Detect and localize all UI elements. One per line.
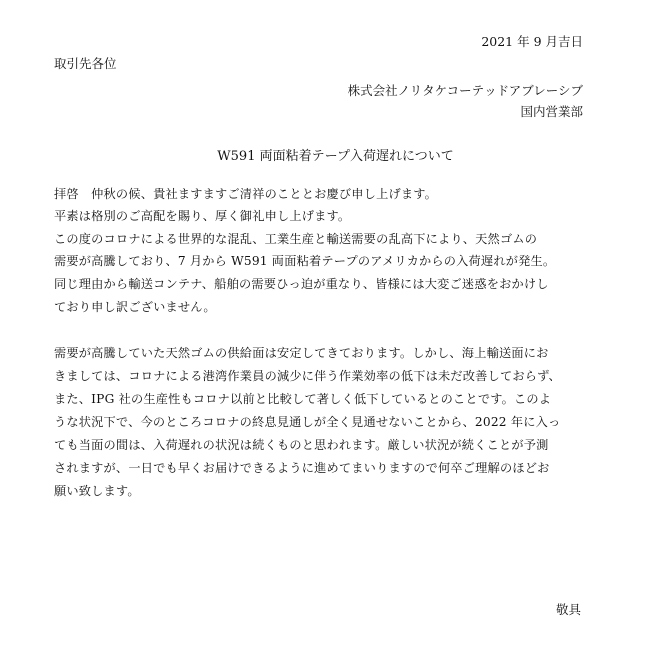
letter-title: W591 両面粘着テープ入荷遅れについて (217, 149, 454, 164)
body-line: されますが、一日でも早くお届けできるように進めてまいりますので何卒ご理解のほどお (54, 461, 550, 475)
body-line: また、IPG 社の生産性もコロナ以前と比較して著しく低下しているとのことです。このよ (54, 392, 552, 406)
body-line: ており申し訳ございません。 (54, 300, 216, 314)
body-line: 同じ理由から輸送コンテナ、船舶の需要ひっ迫が重なり、皆様には大変ご迷惑をおかけし (54, 277, 549, 291)
body-line: 需要が高騰していた天然ゴムの供給面は安定してきております。しかし、海上輸送面にお (54, 346, 549, 360)
closing-remark: 敬具 (555, 602, 581, 617)
body-line: うな状況下で、今のところコロナの終息見通しが全く見通せないことから、2022 年に入っ (54, 415, 561, 429)
letter-date: 2021 年 9 月吉日 (481, 34, 583, 49)
body-line: この度のコロナによる世界的な混乱、工業生産と輸送需要の乱高下により、天然ゴムの (54, 232, 538, 246)
body-line: 平素は格別のご高配を賜り、厚く御礼申し上げます。 (54, 209, 351, 223)
body-line: ても当面の間は、入荷遅れの状況は続くものと思われます。厳しい状況が続くことが予測 (54, 438, 549, 452)
body-line: きましては、コロナによる港湾作業員の減少に伴う作業効率の低下は未だ改善しておらず、 (54, 369, 561, 383)
body-line: 拝啓 仲秋の候、貴社ますますご清祥のこととお慶び申し上げます。 (54, 187, 438, 201)
sender-company: 株式会社ノリタケコーテッドアブレーシブ (347, 83, 583, 98)
body-line: 願い致します。 (54, 484, 140, 498)
sender-department: 国内営業部 (520, 104, 583, 119)
recipient: 取引先各位 (54, 56, 117, 71)
body-line: 需要が高騰しており、7 月から W591 両面粘着テープのアメリカからの入荷遅れが発生。 (54, 254, 556, 268)
